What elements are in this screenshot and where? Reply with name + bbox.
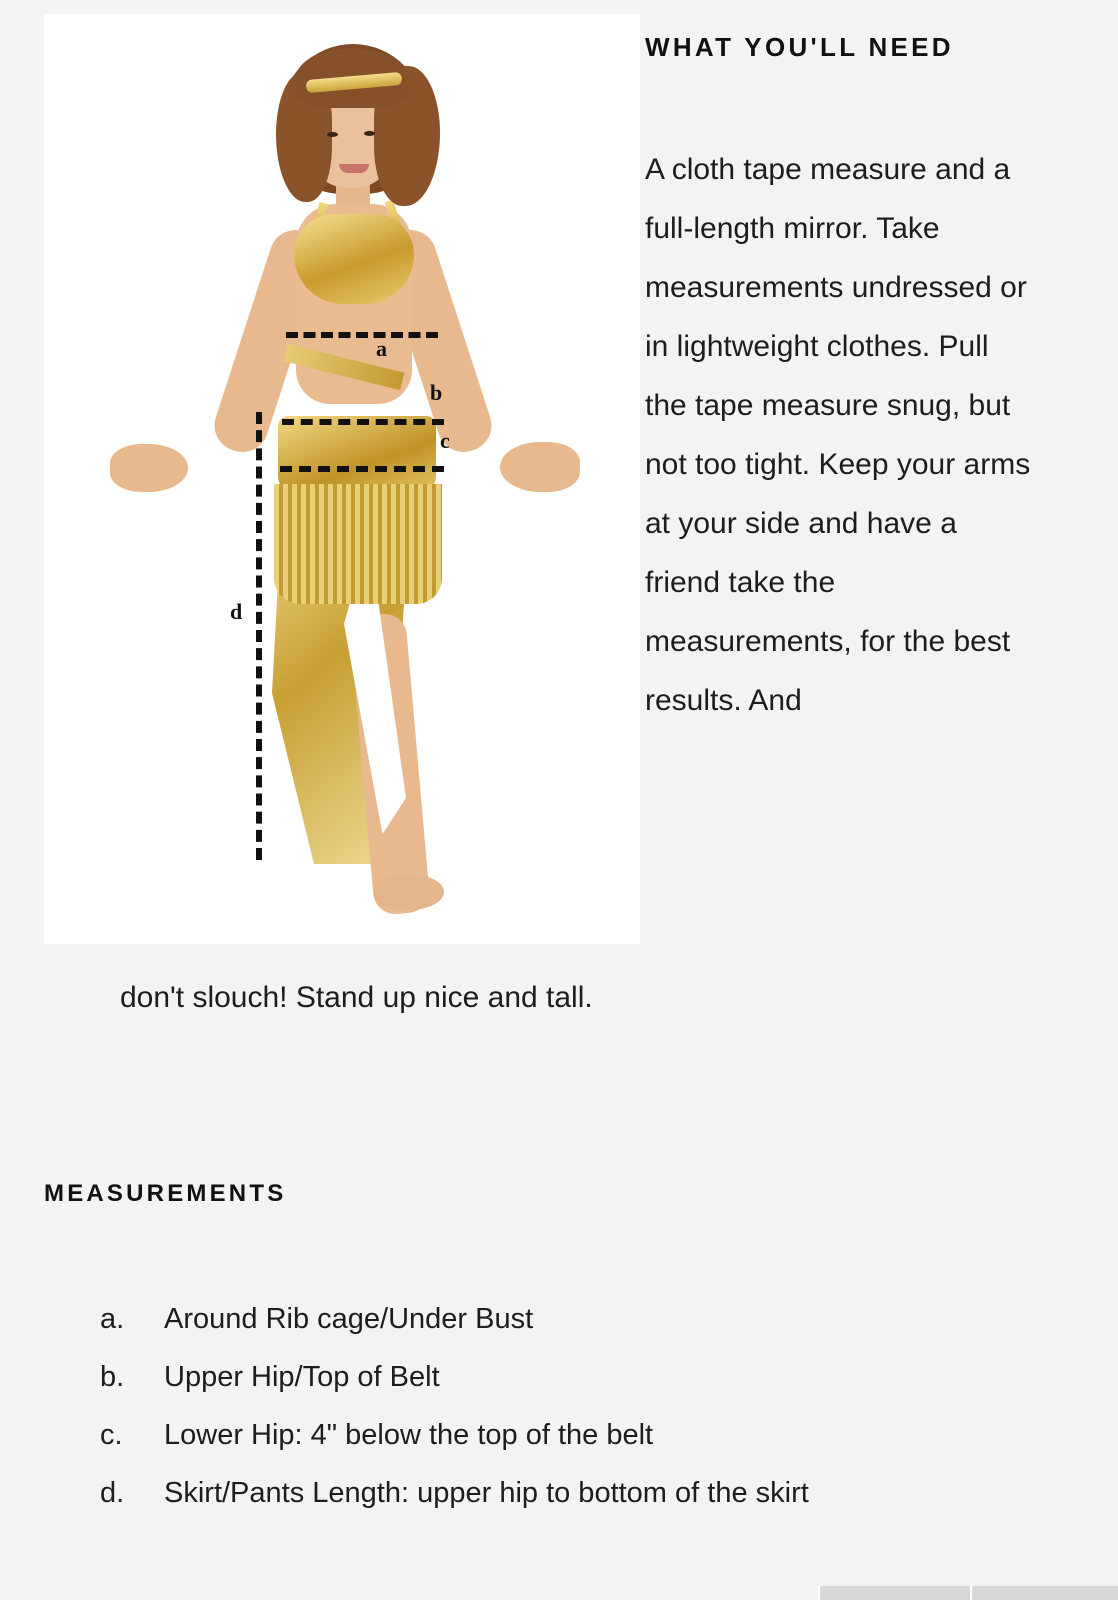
bottom-strip-cell	[818, 1586, 970, 1600]
measurement-label-b: b	[430, 380, 443, 405]
belt-fringe-shape	[274, 484, 442, 604]
costume-illustration	[44, 14, 640, 944]
what-you-need-heading: WHAT YOU'LL NEED	[645, 32, 954, 62]
measurement-label-a: a	[376, 336, 387, 361]
measurements-list	[100, 1290, 1060, 1522]
costume-bra-shape	[294, 214, 414, 304]
costume-belt-shape	[278, 416, 436, 494]
foot-shape	[374, 874, 444, 910]
measurement-line-c	[280, 466, 444, 472]
right-eye-shape	[364, 131, 375, 136]
measurement-line-d	[256, 412, 262, 860]
list-item-label: Skirt/Pants Length: upper hip to bottom of the skirt	[164, 1477, 809, 1509]
bottom-strip	[0, 1586, 1118, 1600]
list-item-key: b.	[100, 1361, 125, 1393]
list-item-key: c.	[100, 1419, 123, 1451]
figure-panel	[44, 14, 640, 944]
list-item-key: a.	[100, 1303, 125, 1335]
list-item	[100, 1348, 1060, 1406]
left-eye-shape	[327, 132, 338, 137]
list-item-label: Around Rib cage/Under Bust	[164, 1303, 534, 1335]
list-item	[100, 1464, 1060, 1522]
right-hand-shape	[500, 442, 580, 492]
measurement-label-d: d	[230, 599, 243, 624]
mouth-shape	[339, 164, 369, 173]
list-item-label: Upper Hip/Top of Belt	[164, 1361, 440, 1393]
what-you-need-body: A cloth tape measure and a full-length mirror. Take measurements undressed or in lightweight clothes. Pull the tape measure snug, but not too tight. Keep your arms at your side and have a friend take the measurements, for the best results. And	[645, 153, 1031, 717]
measurements-heading: MEASUREMENTS	[44, 1180, 287, 1207]
bottom-strip-cell	[970, 1586, 1118, 1600]
measurement-label-c: c	[440, 428, 450, 453]
what-you-need-body-tail: don't slouch! Stand up nice and tall.	[120, 981, 593, 1014]
list-item	[100, 1406, 1060, 1464]
measurement-line-a	[286, 332, 438, 338]
list-item	[100, 1290, 1060, 1348]
left-hand-shape	[110, 444, 188, 492]
list-item-key: d.	[100, 1477, 125, 1509]
measurement-line-b	[282, 419, 444, 425]
list-item-label: Lower Hip: 4" below the top of the belt	[164, 1419, 654, 1451]
